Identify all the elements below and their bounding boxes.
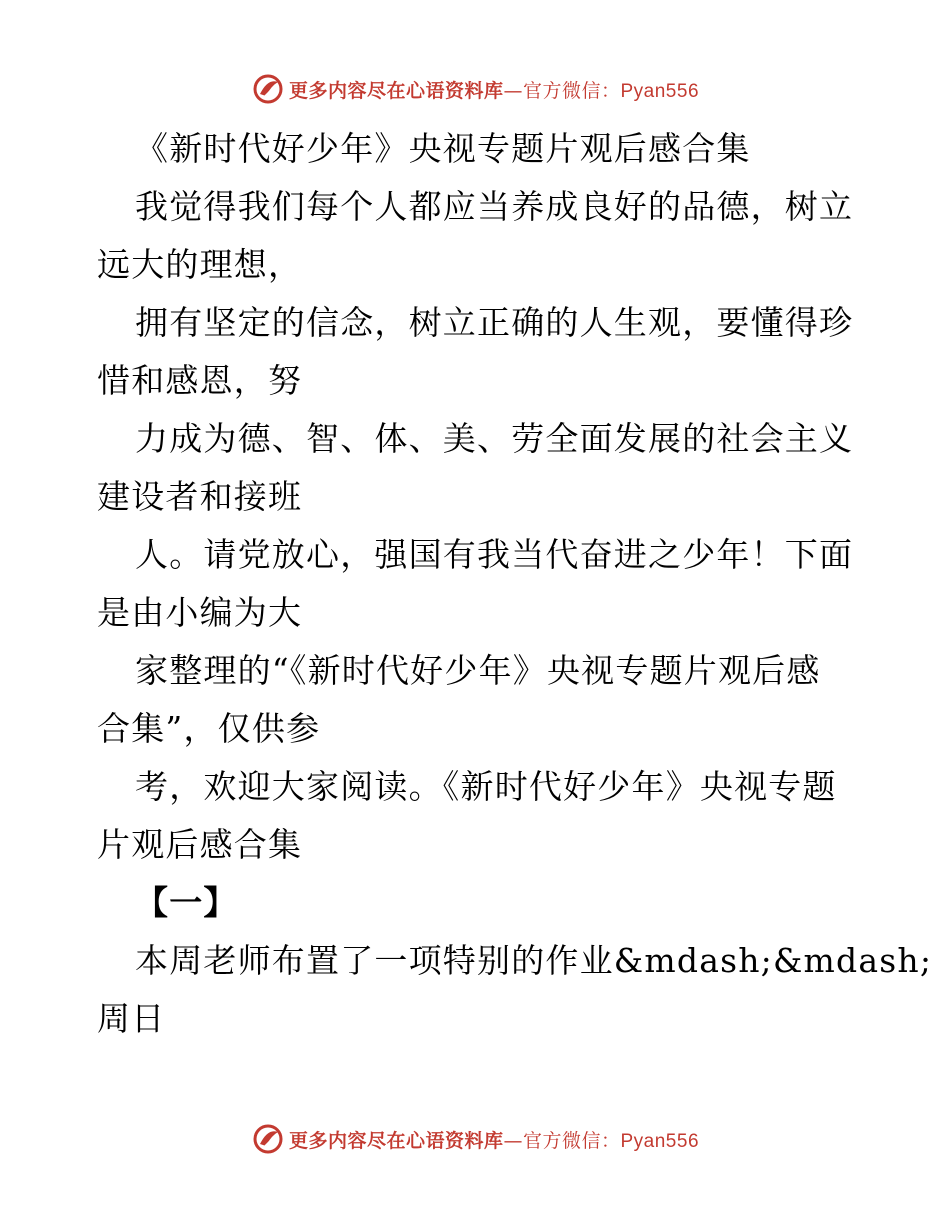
header-banner (0, 72, 950, 106)
header-banner-text (289, 76, 699, 103)
header-wechat-id: Pyan556 (620, 80, 700, 102)
paragraph-line: 周日 (97, 999, 166, 1038)
footer-wechat-id: Pyan556 (620, 1130, 700, 1152)
footer-banner (0, 1122, 950, 1156)
stylized-book-logo-icon (251, 1122, 285, 1156)
footer-banner-text (289, 1126, 699, 1153)
paragraph-line: 我觉得我们每个人都应当养成良好的品德，树立 (135, 187, 854, 226)
paragraph-line: 家整理的“《新时代好少年》央视专题片观后感 (135, 651, 821, 690)
paragraph-line: 考，欢迎大家阅读。《新时代好少年》央视专题 (135, 767, 837, 806)
header-separator: — (503, 79, 523, 102)
paragraph-line: 是由小编为大 (97, 593, 303, 632)
footer-wechat-label: 官方微信： (522, 1129, 621, 1152)
document-body (97, 120, 933, 1048)
footer-separator: — (503, 1129, 523, 1152)
paragraph-line: 本周老师布置了一项特别的作业&mdash;&mdash; (135, 941, 933, 980)
paragraph-line: 人。请党放心，强国有我当代奋进之少年！下面 (135, 535, 854, 574)
section-heading: 【一】 (135, 883, 238, 922)
stylized-book-logo-icon (251, 72, 285, 106)
paragraph-line: 力成为德、智、体、美、劳全面发展的社会主义 (135, 419, 854, 458)
paragraph-line: 惜和感恩，努 (97, 361, 303, 400)
header-brand-text: 更多内容尽在心语资料库 (288, 79, 504, 102)
footer-brand-text: 更多内容尽在心语资料库 (288, 1129, 504, 1152)
paragraph-line: 合集”，仅供参 (97, 709, 321, 748)
document-title: 《新时代好少年》央视专题片观后感合集 (135, 129, 751, 168)
paragraph-line: 远大的理想， (97, 245, 303, 284)
paragraph-line: 拥有坚定的信念，树立正确的人生观，要懂得珍 (135, 303, 854, 342)
paragraph-line: 建设者和接班 (97, 477, 303, 516)
paragraph-line: 片观后感合集 (97, 825, 303, 864)
header-wechat-label: 官方微信： (522, 79, 621, 102)
